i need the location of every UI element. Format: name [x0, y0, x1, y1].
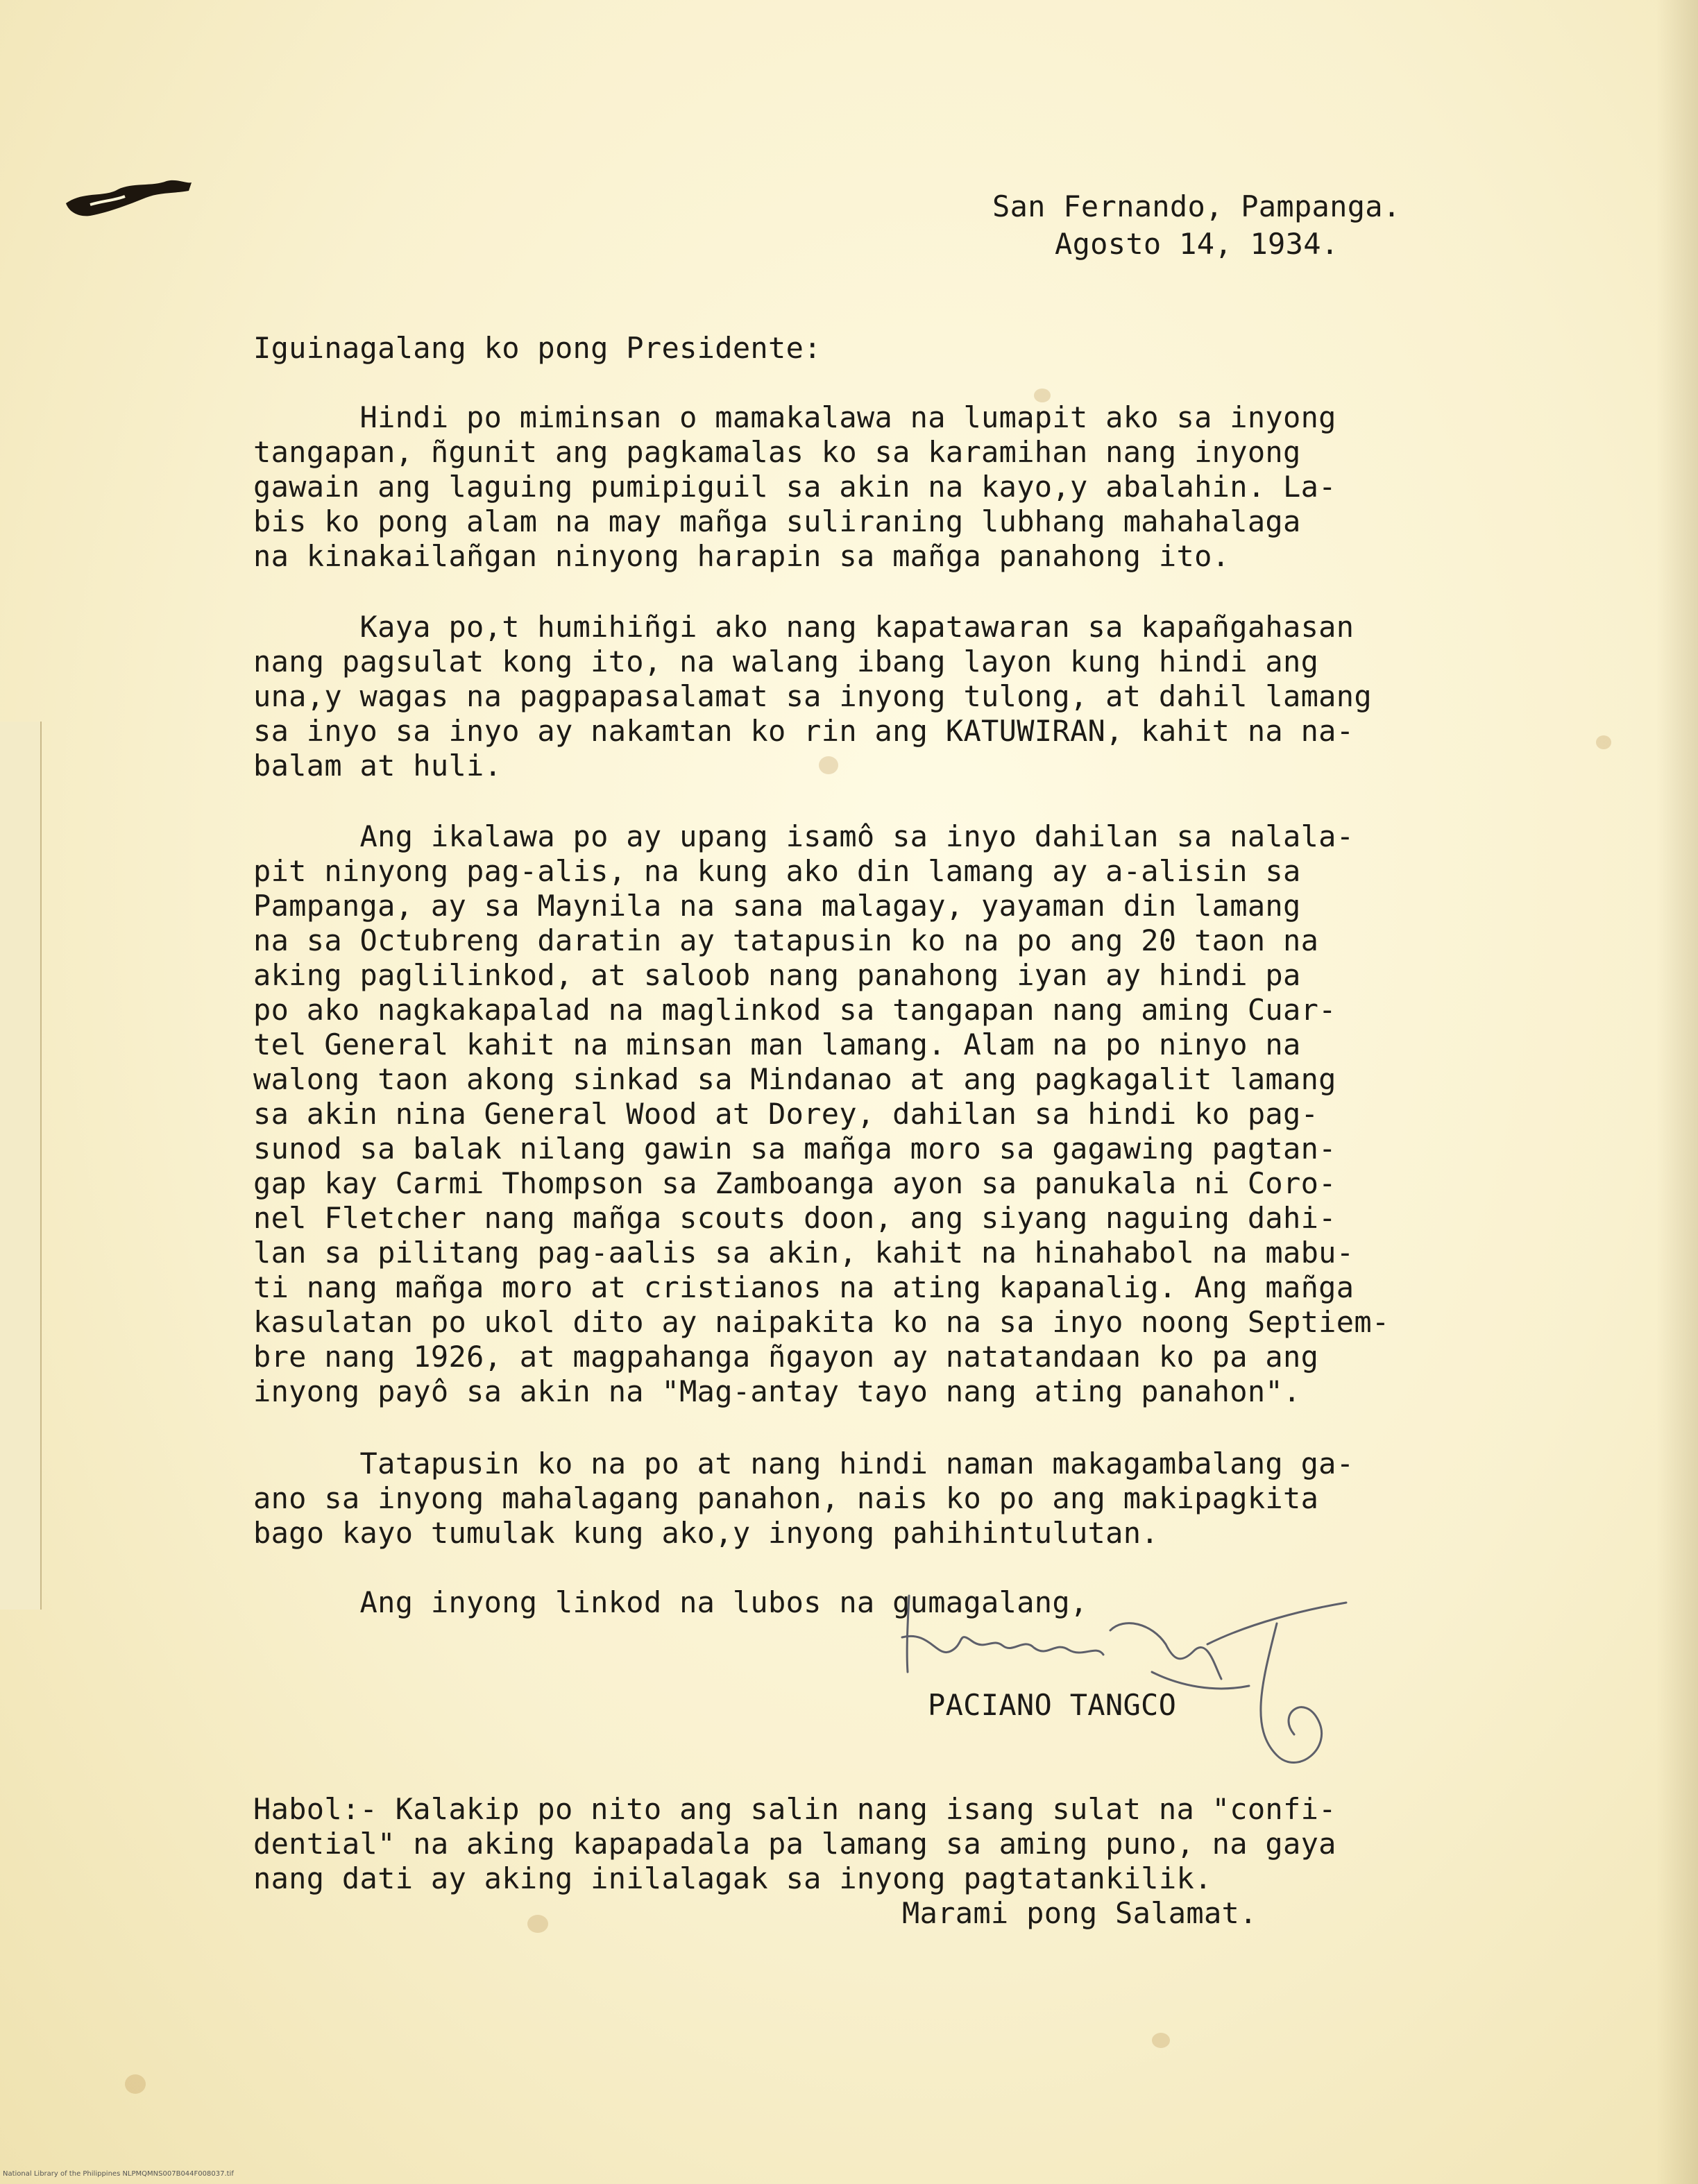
paragraph-1: Hindi po miminsan o mamakalawa na lumapit ako sa inyong tangapan, ñgunit ang pagkamalas ko sa karamihan nang inyong gawain ang laguing pumipiguil sa akin na kayo,y abalahin. La- bis ko pong alam na may mañga suliraning lubhang mahahalaga na kinakailañgan ninyong harapin sa mañga panahong ito.	[253, 400, 1336, 573]
paper-left-torn-edge	[0, 722, 42, 1610]
paper-stain	[527, 1915, 548, 1933]
paper-right-edge-shadow	[1656, 0, 1698, 2184]
paper-stain	[1596, 735, 1611, 749]
letter-date: Agosto 14, 1934.	[1055, 227, 1339, 261]
paragraph-2: Kaya po,t humihiñgi ako nang kapatawaran sa kapañgahasan nang pagsulat kong ito, na walang ibang layon kung hindi ang una,y wagas na pagpapasalamat sa inyong tulong, at dahil lamang sa inyo sa inyo ay nakamtan ko rin ang KATUWIRAN, kahit na na- balam at huli.	[253, 610, 1372, 783]
letter-salutation: Iguinagalang ko pong Presidente:	[253, 331, 822, 365]
burn-mark	[62, 177, 194, 219]
paragraph-3: Ang ikalawa po ay upang isamô sa inyo dahilan sa nalala- pit ninyong pag-alis, na kung ako din lamang ay a-alisin sa Pampanga, ay sa Maynila na sana malagay, yayaman din lamang na sa Octubreng daratin ay tatapusin ko na po ang 20 taon na aking paglilinkod, at saloob nang panahong iyan ay hindi pa po ako nagkakapalad na maglinkod sa tangapan nang aming Cuar- tel General kahit na minsan man lamang. Alam na po ninyo na walong taon akong sinkad sa Mindanao at ang pagkagalit lamang sa akin nina General Wood at Dorey, dahilan sa hindi ko pag- sunod sa balak nilang gawin sa mañga moro sa gagawing pagtan- gap kay Carmi Thompson sa Zamboanga ayon sa panukala ni Coro- nel Fletcher nang mañga scouts doon, ang siyang naguing dahi- lan sa pilitang pag-aalis sa akin, kahit na hinahabol na mabu- ti nang mañga moro at cristianos na ating kapanalig. Ang mañga kasulatan po ukol dito ay naipakita ko na sa inyo noong Septiem- bre nang 1926, at magpahanga ñgayon ay natatandaan ko pa ang inyong payô sa akin na "Mag-antay tayo nang ating panahon".	[253, 819, 1390, 1408]
signatory-name: PACIANO TANGCO	[928, 1688, 1177, 1722]
paper-stain	[125, 2074, 146, 2094]
postscript: Habol:- Kalakip po nito ang salin nang isang sulat na "confi- dential" na aking kapapadala pa lamang sa aming puno, na gaya nang dati ay aking inilalagak sa inyong pagtatankilik.	[253, 1792, 1336, 1895]
letter-place: San Fernando, Pampanga.	[992, 189, 1401, 223]
closing-thanks: Marami pong Salamat.	[902, 1896, 1257, 1930]
paragraph-4: Tatapusin ko na po at nang hindi naman makagambalang ga- ano sa inyong mahalagang panahon, nais ko po ang makipagkita bago kayo tumulak kung ako,y inyong pahihintulutan.	[253, 1447, 1355, 1550]
archive-file-label: National Library of the Philippines NLPMQMNS007B044F008037.tif	[3, 2170, 234, 2178]
paper-stain	[1152, 2033, 1170, 2048]
letter-closing: Ang inyong linkod na lubos na gumagalang,	[253, 1585, 1088, 1619]
